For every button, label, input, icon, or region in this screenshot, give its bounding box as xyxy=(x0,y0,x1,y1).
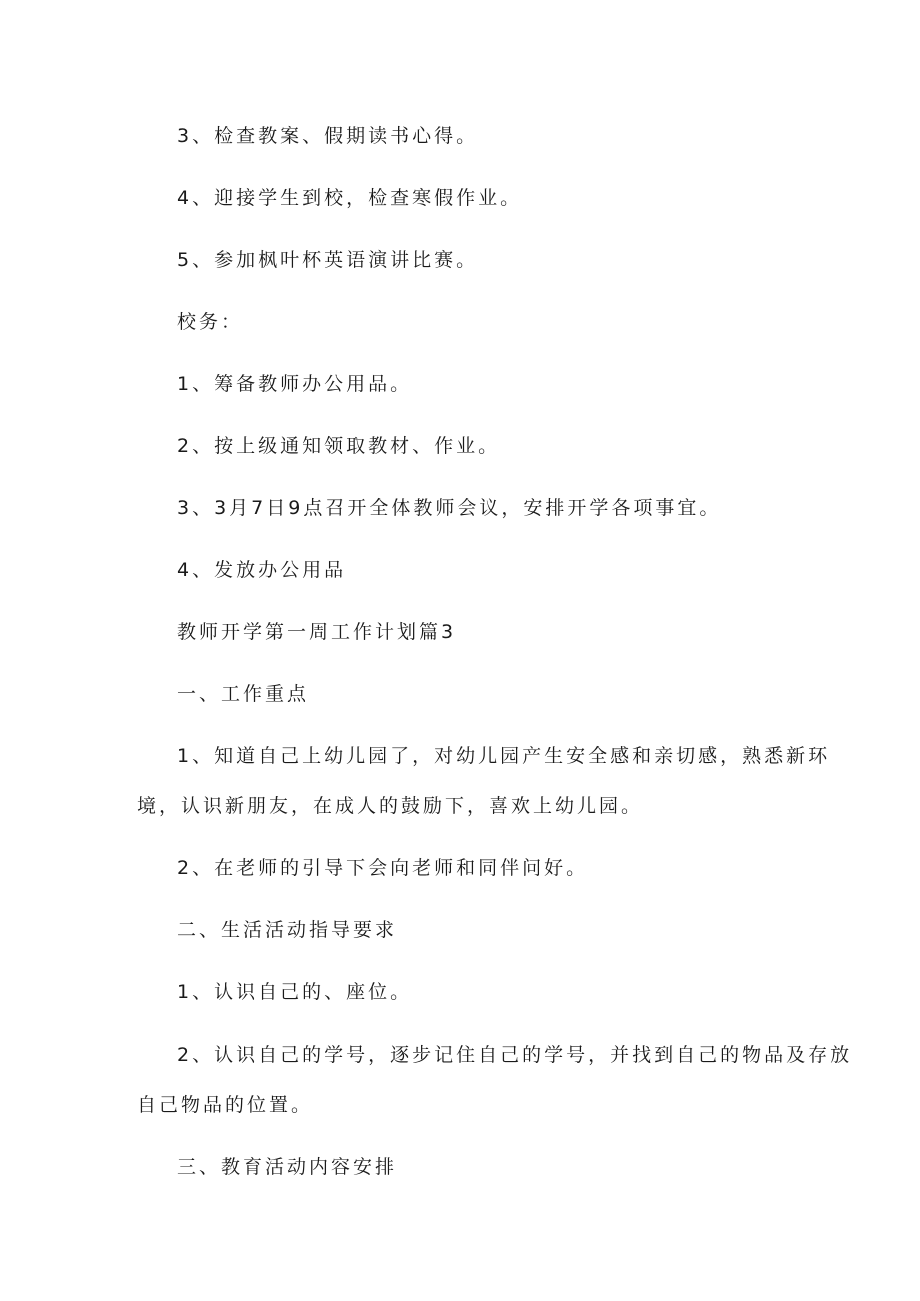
paragraph-line: 1、筹备教师办公用品。 xyxy=(177,373,413,395)
paragraph-line: 2、按上级通知领取教材、作业。 xyxy=(177,435,501,457)
paragraph-line: 4、发放办公用品 xyxy=(177,559,347,581)
paragraph-line: 3、3月7日9点召开全体教师会议，安排开学各项事宜。 xyxy=(177,497,722,519)
section-heading: 三、教育活动内容安排 xyxy=(177,1156,398,1178)
paragraph-line: 1、知道自己上幼儿园了，对幼儿园产生安全感和亲切感，熟悉新环 xyxy=(177,745,831,767)
paragraph-line: 4、迎接学生到校，检查寒假作业。 xyxy=(177,187,523,209)
paragraph-line: 2、在老师的引导下会向老师和同伴问好。 xyxy=(177,857,589,879)
section-heading: 一、工作重点 xyxy=(177,683,310,705)
section-label: 校务： xyxy=(177,311,244,333)
paragraph-line: 5、参加枫叶杯英语演讲比赛。 xyxy=(177,249,479,271)
paragraph-line: 1、认识自己的、座位。 xyxy=(177,981,413,1003)
document-heading: 教师开学第一周工作计划篇3 xyxy=(177,621,457,643)
section-heading: 二、生活活动指导要求 xyxy=(177,919,398,941)
paragraph-line: 3、检查教案、假期读书心得。 xyxy=(177,125,479,147)
paragraph-line: 境，认识新朋友，在成人的鼓励下，喜欢上幼儿园。 xyxy=(137,795,644,817)
paragraph-line: 自己物品的位置。 xyxy=(137,1094,314,1116)
paragraph-line: 2、认识自己的学号，逐步记住自己的学号，并找到自己的物品及存放 xyxy=(177,1044,853,1066)
